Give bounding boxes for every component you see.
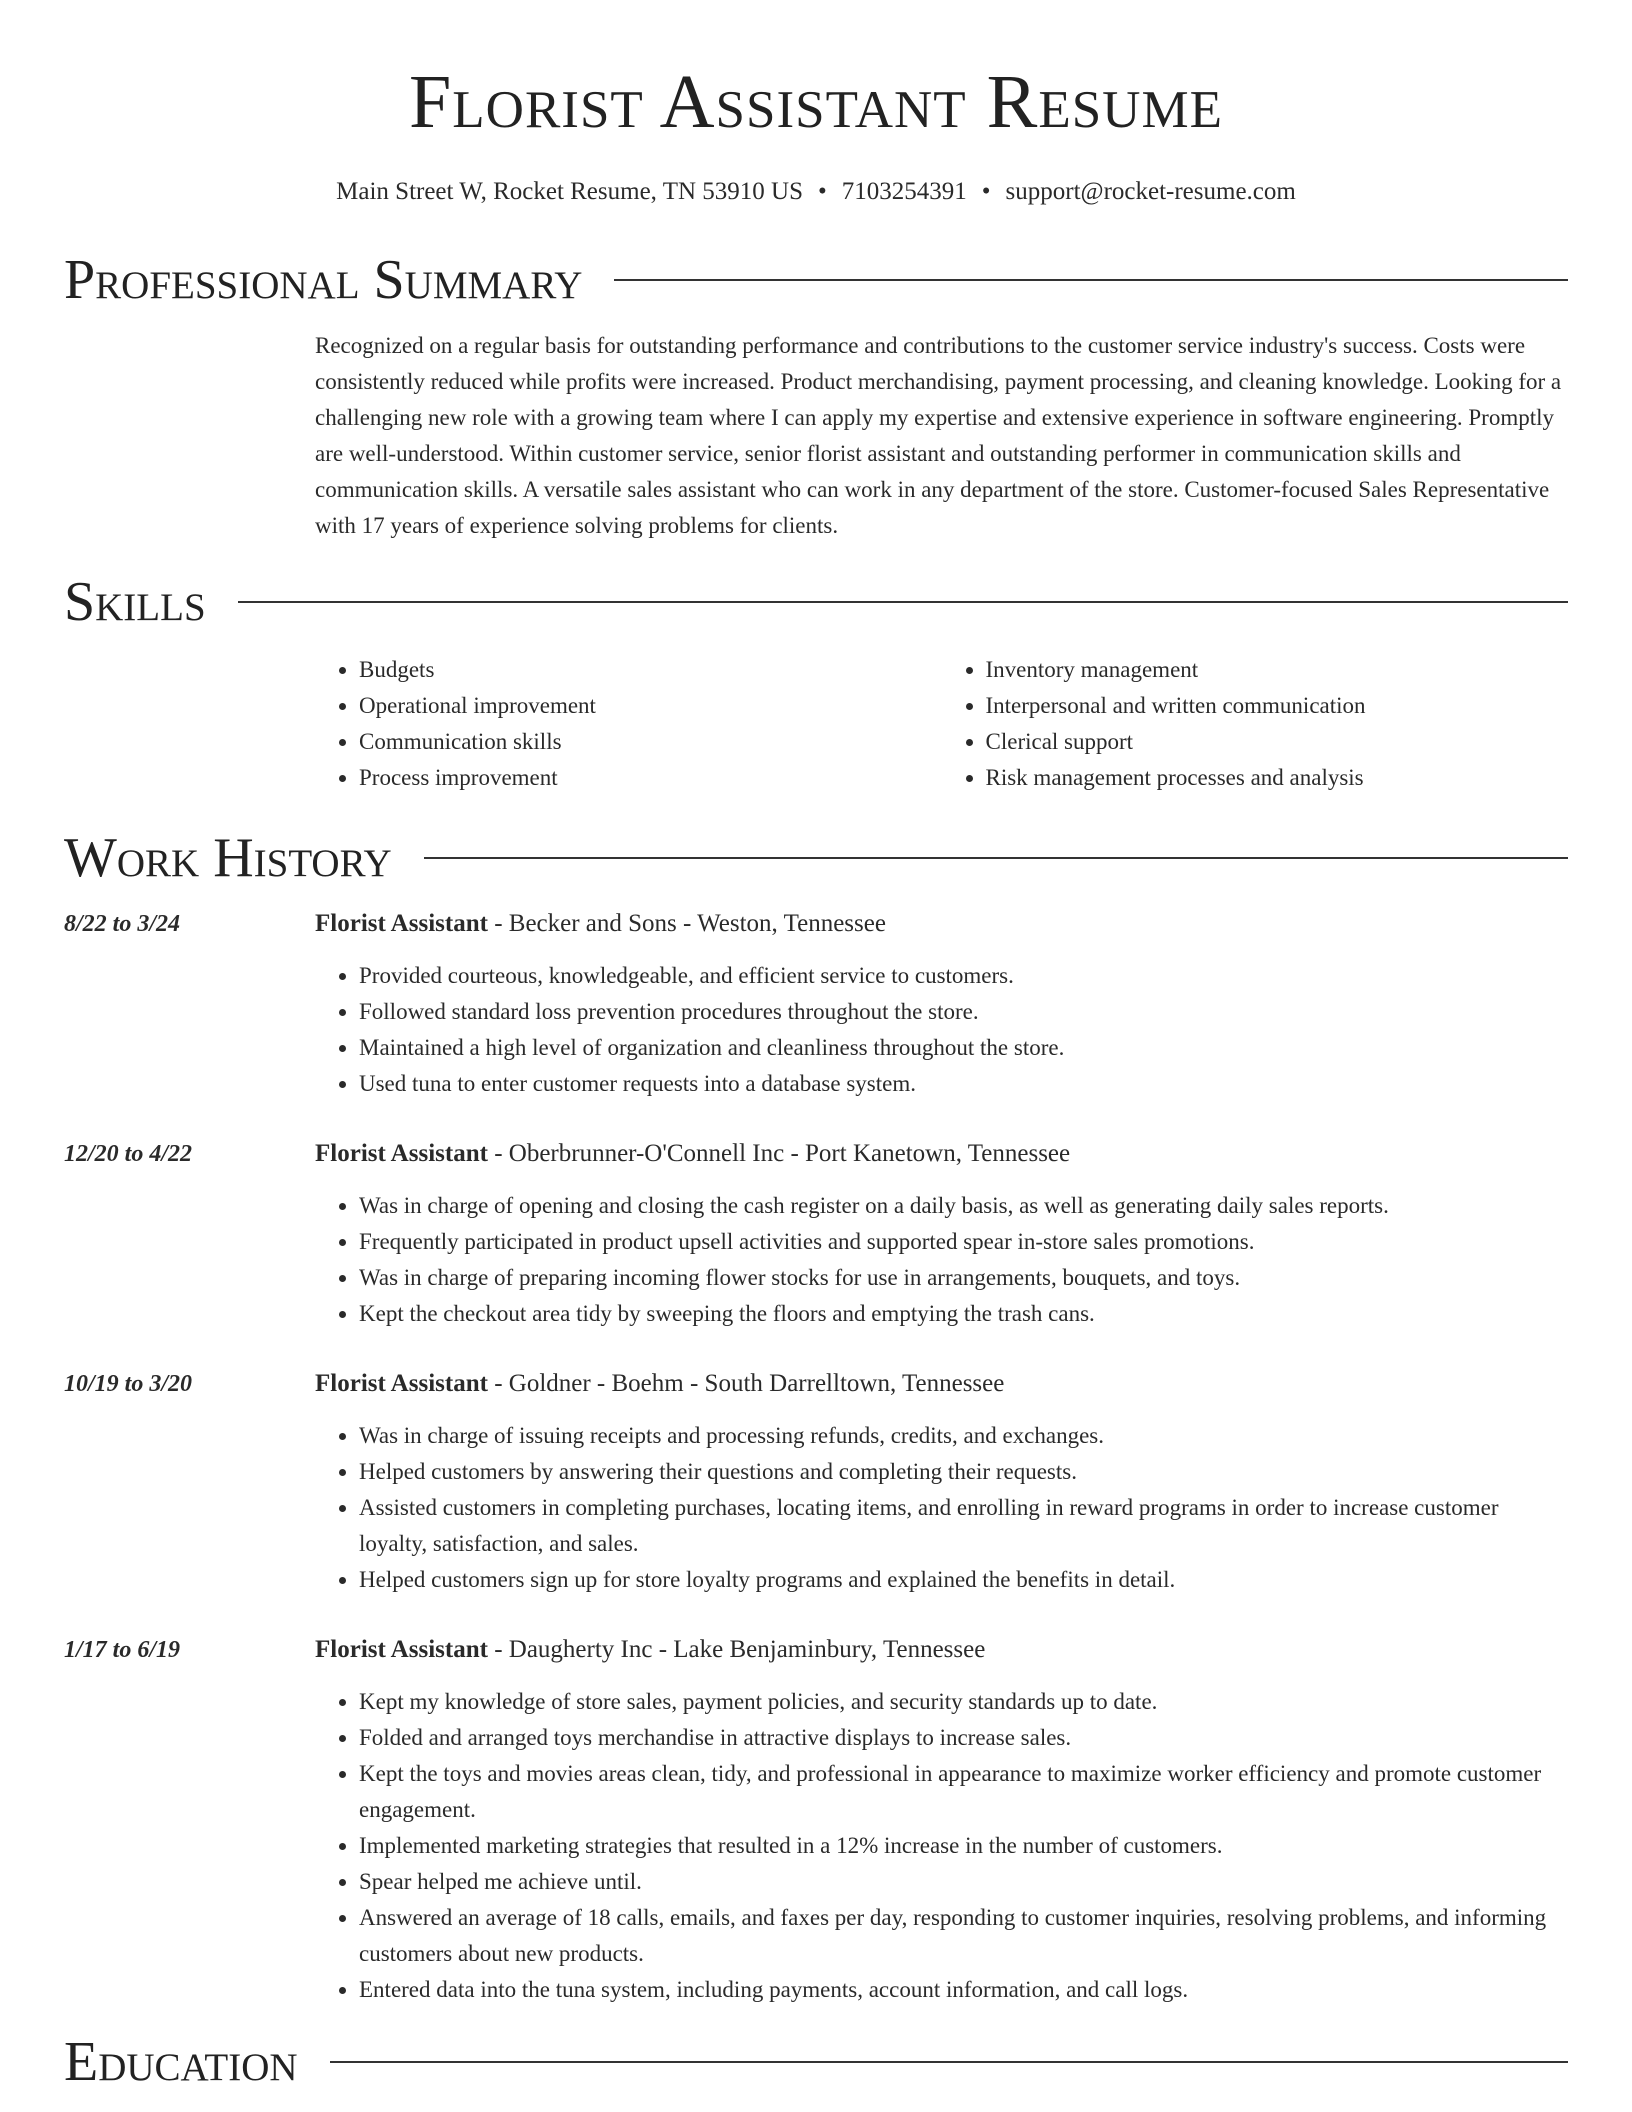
job-dates: 1/17 to 6/19 (64, 1637, 181, 1663)
list-item: • Was in charge of issuing receipts and processing refunds, credits, and exchanges. (359, 1418, 1568, 1454)
job-bullets (315, 1684, 1568, 2008)
job-employer: - Daugherty Inc - Lake Benjaminbury, Tennessee (487, 1636, 986, 1663)
list-item: • Provided courteous, knowledgeable, and efficient service to customers. (359, 958, 1568, 994)
job-bullets (315, 1188, 1568, 1332)
skill-item: • Operational improvement (359, 688, 942, 724)
job-employer: - Becker and Sons - Weston, Tennessee (487, 910, 886, 937)
job-entry (64, 906, 1568, 1102)
skill-item: • Interpersonal and written communication (986, 688, 1569, 724)
list-item: • Frequently participated in product upsell activities and supported spear in-store sales promotions. (359, 1224, 1568, 1260)
job-employer: - Goldner - Boehm - South Darrelltown, Tennessee (487, 1370, 1005, 1397)
job-employer: - Oberbrunner-O'Connell Inc - Port Kanetown, Tennessee (487, 1140, 1071, 1167)
job-bullets (315, 1418, 1568, 1598)
skill-item: • Budgets (359, 652, 942, 688)
section-rule (330, 2061, 1568, 2063)
summary-text: Recognized on a regular basis for outstanding performance and contributions to the customer service industry's success. Costs were consistently reduced while profits were increased. Product merchandising, payment processing, and cleaning knowledge. Looking for a challenging new role with a growing team where I can apply my expertise and extensive experience in software engineering. Promptly are well-understood. Within customer service, senior florist assistant and outstanding performer in communication skills and communication skills. A versatile sales assistant who can work in any department of the store. Customer-focused Sales Representative with 17 years of experience solving problems for clients. (315, 333, 1562, 538)
address: Main Street W, Rocket Resume, TN 53910 US (336, 178, 804, 205)
job-entry (64, 1136, 1568, 1332)
job-details (315, 906, 1568, 1102)
skills-column-left (315, 652, 942, 796)
list-item: • Maintained a high level of organization and cleanliness throughout the store. (359, 1030, 1568, 1066)
list-item: • Kept the toys and movies areas clean, tidy, and professional in appearance to maximize worker efficiency and promote customer engagement. (359, 1756, 1568, 1828)
section-title: Education (64, 2031, 298, 2093)
separator: • (818, 178, 827, 205)
list-item: • Kept the checkout area tidy by sweeping the floors and emptying the trash cans. (359, 1296, 1568, 1332)
list-item: • Assisted customers in completing purchases, locating items, and enrolling in reward programs in order to increase customer loyalty, satisfaction, and sales. (359, 1490, 1568, 1562)
job-bullets (315, 958, 1568, 1102)
list-item: • Entered data into the tuna system, including payments, account information, and call logs. (359, 1972, 1568, 2008)
job-details (315, 1136, 1568, 1332)
job-entry (64, 1632, 1568, 2008)
job-title: Florist Assistant (315, 1370, 488, 1397)
job-details (315, 1366, 1568, 1598)
section-title: Skills (64, 571, 206, 633)
job-details (315, 1632, 1568, 2008)
list-item: • Kept my knowledge of store sales, payment policies, and security standards up to date. (359, 1684, 1568, 1720)
job-dates: 12/20 to 4/22 (64, 1141, 193, 1167)
list-item: • Was in charge of opening and closing the cash register on a daily basis, as well as generating daily sales reports. (359, 1188, 1568, 1224)
section-title: Work History (64, 827, 392, 889)
contact-line (64, 178, 1568, 206)
job-role-line (315, 1366, 1568, 1402)
page-title: Florist Assistant Resume (409, 60, 1223, 144)
list-item: • Implemented marketing strategies that resulted in a 12% increase in the number of customers. (359, 1828, 1568, 1864)
skill-item: • Process improvement (359, 760, 942, 796)
job-title: Florist Assistant (315, 1636, 488, 1663)
job-title: Florist Assistant (315, 910, 488, 937)
job-title: Florist Assistant (315, 1140, 488, 1167)
section-rule (424, 857, 1568, 859)
section-rule (238, 601, 1568, 603)
job-dates: 10/19 to 3/20 (64, 1371, 193, 1397)
section-education-heading (64, 2031, 1568, 2093)
skill-item: • Inventory management (986, 652, 1569, 688)
job-role-line (315, 1632, 1568, 1668)
email: support@rocket-resume.com (1005, 178, 1296, 205)
section-summary-heading (64, 249, 1568, 311)
section-title: Professional Summary (64, 249, 583, 311)
list-item: • Helped customers by answering their questions and completing their requests. (359, 1454, 1568, 1490)
skill-item: • Communication skills (359, 724, 942, 760)
phone: 7103254391 (841, 178, 967, 205)
section-skills-heading (64, 571, 1568, 633)
job-entry (64, 1366, 1568, 1598)
list-item: • Was in charge of preparing incoming flower stocks for use in arrangements, bouquets, and toys. (359, 1260, 1568, 1296)
list-item: • Used tuna to enter customer requests into a database system. (359, 1066, 1568, 1102)
job-role-line (315, 906, 1568, 942)
list-item: • Followed standard loss prevention procedures throughout the store. (359, 994, 1568, 1030)
skills-list (315, 652, 1568, 796)
section-rule (614, 279, 1568, 281)
job-dates: 8/22 to 3/24 (64, 911, 181, 937)
summary-body (315, 328, 1568, 544)
skill-item: • Clerical support (986, 724, 1569, 760)
list-item: • Folded and arranged toys merchandise in attractive displays to increase sales. (359, 1720, 1568, 1756)
skill-item: • Risk management processes and analysis (986, 760, 1569, 796)
list-item: • Spear helped me achieve until. (359, 1864, 1568, 1900)
list-item: • Helped customers sign up for store loyalty programs and explained the benefits in detail. (359, 1562, 1568, 1598)
skills-column-right (942, 652, 1569, 796)
resume-page (64, 0, 1568, 2093)
separator: • (981, 178, 991, 205)
list-item: • Answered an average of 18 calls, emails, and faxes per day, responding to customer inquiries, resolving problems, and informing customers about new products. (359, 1900, 1568, 1972)
section-work-heading (64, 827, 1568, 889)
job-role-line (315, 1136, 1568, 1172)
